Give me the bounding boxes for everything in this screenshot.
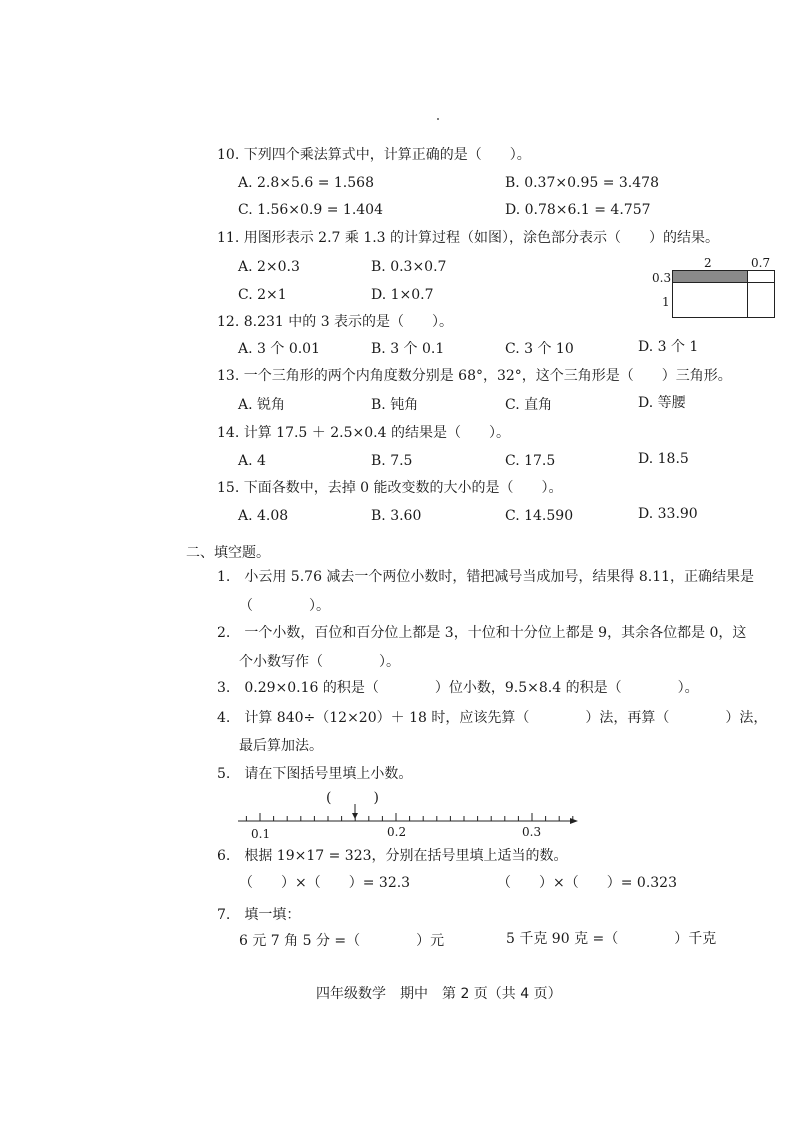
q15-option-d: D. 33.90 — [638, 506, 698, 522]
q13-option-a: A. 锐角 — [238, 397, 286, 413]
q13-option-d: D. 等腰 — [638, 395, 686, 411]
section-2-title: 二、填空题。 — [186, 545, 270, 561]
tick-label-0-2: 0.2 — [387, 825, 407, 839]
q15-option-a: A. 4.08 — [238, 508, 289, 524]
q13-option-c: C. 直角 — [505, 397, 553, 413]
q15-option-c: C. 14.590 — [505, 508, 574, 524]
q14-option-c: C. 17.5 — [505, 453, 556, 469]
q10-option-b: B. 0.37×0.95 = 3.478 — [505, 175, 659, 191]
fill-q7-line1: 7. 填一填： — [217, 907, 301, 923]
tick-label-0-3: 0.3 — [522, 825, 542, 839]
figure-label-1: 1 — [662, 295, 670, 309]
number-line-ticks — [246, 813, 572, 821]
question-11-stem: 11. 用图形表示 2.7 乘 1.3 的计算过程（如图），涂色部分表示（ ）的结果。 — [217, 230, 720, 246]
q12-option-d: D. 3 个 1 — [638, 339, 699, 355]
q10-option-a: A. 2.8×5.6 = 1.568 — [238, 175, 374, 191]
question-15-stem: 15. 下面各数中，去掉 0 能改变数的大小的是（ ）。 — [217, 480, 563, 496]
q11-option-b: B. 0.3×0.7 — [371, 259, 447, 275]
q13-option-b: B. 钝角 — [371, 397, 419, 413]
fill-q6-left: （ ）×（ ）= 32.3 — [239, 875, 411, 891]
fill-q7-left: 6 元 7 角 5 分 =（ ）元 — [239, 933, 445, 949]
q11-option-c: C. 2×1 — [238, 287, 287, 303]
figure-label-0-3: 0.3 — [652, 271, 672, 285]
q11-option-d: D. 1×0.7 — [371, 287, 434, 303]
q15-option-b: B. 3.60 — [371, 508, 422, 524]
tick-label-0-1: 0.1 — [251, 827, 271, 841]
page-footer: 四年级数学 期中 第 2 页（共 4 页） — [316, 986, 562, 1002]
fill-q7-right: 5 千克 90 克 =（ ）千克 — [506, 931, 717, 947]
question-12-stem: 12. 8.231 中的 3 表示的是（ ）。 — [217, 314, 454, 330]
q12-option-b: B. 3 个 0.1 — [371, 341, 445, 357]
fill-q1-line2: （ ）。 — [239, 598, 330, 614]
fill-q5-line1: 5. 请在下图括号里填上小数。 — [217, 766, 413, 782]
fill-q6-right: （ ）×（ ）= 0.323 — [497, 875, 677, 891]
question-10-stem: 10. 下列四个乘法算式中，计算正确的是（ ）。 — [217, 147, 531, 163]
fill-q4-line2: 最后算加法。 — [239, 738, 323, 754]
q12-option-c: C. 3 个 10 — [505, 341, 574, 357]
q11-option-a: A. 2×0.3 — [238, 259, 300, 275]
figure-label-2: 2 — [704, 256, 712, 270]
fill-q1-line1: 1. 小云用 5.76 减去一个两位小数时，错把减号当成加号，结果得 8.11，正确结果是 — [217, 569, 755, 585]
q14-option-d: D. 18.5 — [638, 451, 689, 467]
q14-option-b: B. 7.5 — [371, 453, 413, 469]
q10-option-c: C. 1.56×0.9 = 1.404 — [238, 202, 383, 218]
question-13-stem: 13. 一个三角形的两个内角度数分别是 68°，32°，这个三角形是（ ）三角形。 — [217, 368, 732, 384]
fill-q2-line2: 个小数写作（ ）。 — [239, 654, 400, 670]
down-arrow-icon — [352, 813, 358, 819]
number-line-bracket: ( ) — [326, 790, 379, 806]
question-14-stem: 14. 计算 17.5 ＋ 2.5×0.4 的结果是（ ）。 — [217, 425, 510, 441]
q12-option-a: A. 3 个 0.01 — [238, 341, 320, 357]
q14-option-a: A. 4 — [238, 453, 266, 469]
fill-q2-line1: 2. 一个小数，百位和百分位上都是 3，十位和十分位上都是 9，其余各位都是 0，这 — [217, 625, 747, 641]
fill-q3-line1: 3. 0.29×0.16 的积是（ ）位小数，9.5×8.4 的积是（ ）。 — [217, 680, 699, 696]
number-line-arrowhead — [570, 818, 578, 824]
fill-q6-line1: 6. 根据 19×17 = 323，分别在括号里填上适当的数。 — [217, 848, 568, 864]
figure-label-0-7: 0.7 — [751, 256, 771, 270]
fill-q4-line1: 4. 计算 840÷（12×20）＋ 18 时，应该先算（ ）法，再算（ ）法， — [217, 710, 768, 726]
q10-option-d: D. 0.78×6.1 = 4.757 — [505, 202, 651, 218]
